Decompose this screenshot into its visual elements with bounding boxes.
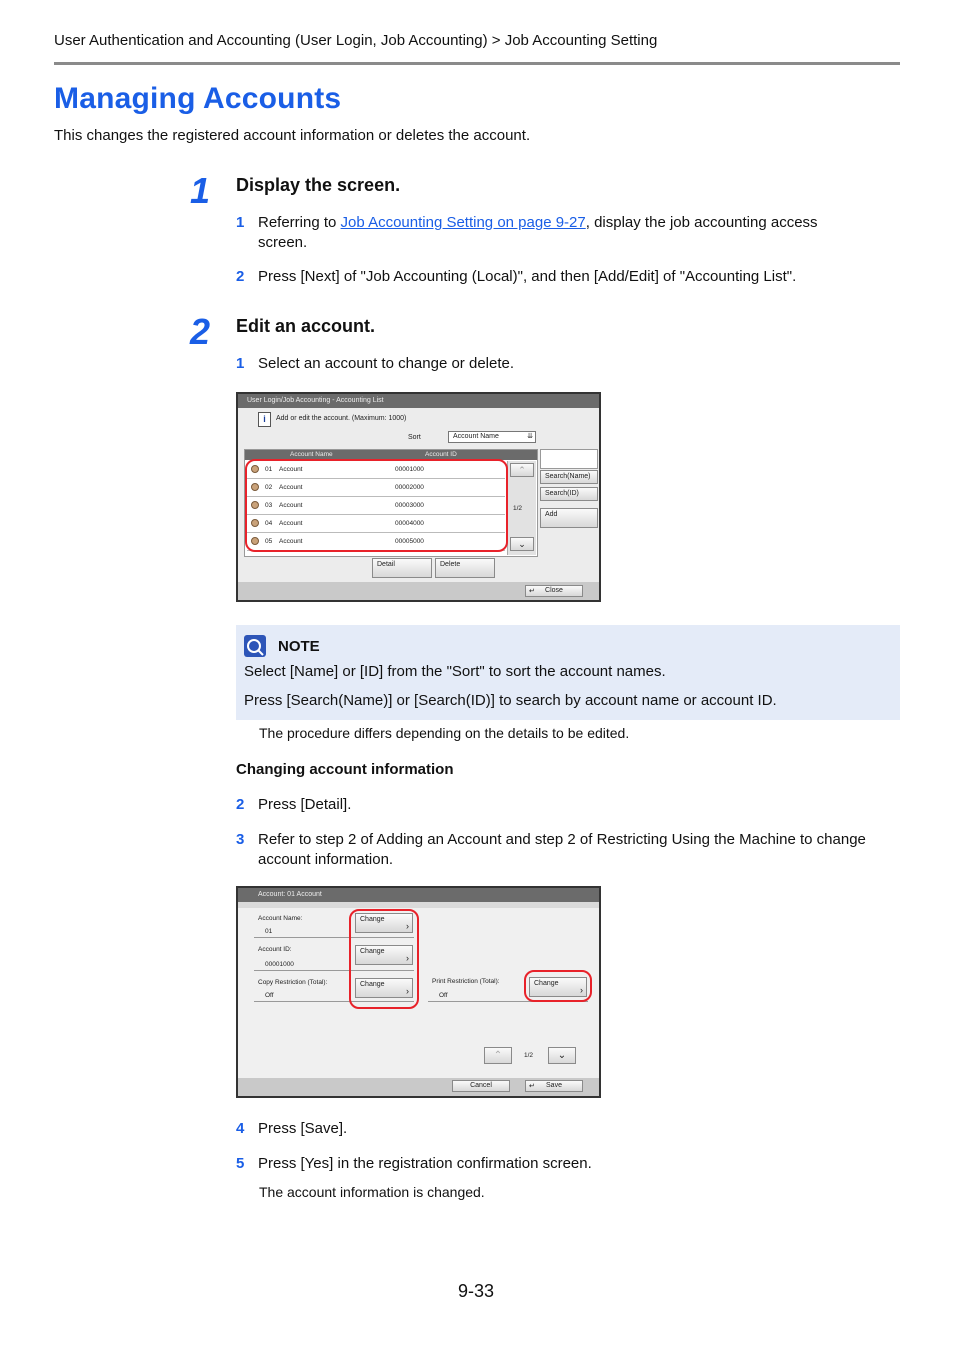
row-id: 00002000 <box>395 484 424 491</box>
substep-text: Press [Next] of "Job Accounting (Local)", and then [Add/Edit] of "Accounting List". <box>258 268 797 285</box>
scroll-down-button[interactable]: ⌄ <box>510 537 534 551</box>
substep-number: 2 <box>236 796 245 813</box>
intro-text: This changes the registered account information or deletes the account. <box>54 127 531 144</box>
search-id-button[interactable]: Search(ID) <box>540 487 598 501</box>
row-name: Account <box>279 484 303 491</box>
accounting-list-screen <box>236 392 601 602</box>
substep-number: 4 <box>236 1120 245 1137</box>
result-text: The account information is changed. <box>259 1184 485 1200</box>
row-name: Account <box>279 466 303 473</box>
note-title: NOTE <box>278 638 320 655</box>
note-box <box>236 625 900 720</box>
return-icon: ↵ <box>529 1083 535 1090</box>
highlight-account-rows <box>245 459 508 552</box>
copy-restriction-value: Off <box>265 992 274 999</box>
account-id-value: 00001000 <box>265 961 294 968</box>
highlight-print-change <box>524 970 592 1002</box>
detail-button[interactable]: Detail <box>372 558 432 578</box>
add-button[interactable]: Add <box>540 508 598 528</box>
row-id: 00005000 <box>395 538 424 545</box>
chevron-down-icon: ⇊ <box>527 433 533 440</box>
chevron-right-icon: › <box>406 953 409 963</box>
search-name-button[interactable]: Search(Name) <box>540 470 598 484</box>
breadcrumb: User Authentication and Accounting (User Login, Job Accounting) > Job Accounting Setting <box>54 32 658 49</box>
row-id: 00004000 <box>395 520 424 527</box>
change-label: Change <box>534 980 559 987</box>
close-button[interactable] <box>525 585 583 597</box>
substep-text: Refer to step 2 of Adding an Account and step 2 of Restricting Using the Machine to change account information. <box>258 831 866 868</box>
screen-header: User Login/Job Accounting - Accounting List <box>238 394 599 408</box>
chevron-right-icon: › <box>406 921 409 931</box>
page-up-button[interactable]: ⌃ <box>484 1047 512 1064</box>
substep-2-3 <box>236 830 876 870</box>
substep-2-2 <box>236 795 876 815</box>
print-restriction-label: Print Restriction (Total): <box>432 978 500 985</box>
job-accounting-link[interactable]: Job Accounting Setting on page 9-27 <box>340 214 586 231</box>
save-label: Save <box>546 1082 562 1089</box>
substep-text: , display the job accounting access screen. <box>258 214 818 251</box>
page-indicator: 1/2 <box>513 505 523 512</box>
account-name-label: Account Name: <box>258 915 303 922</box>
header-rule <box>54 62 900 65</box>
substep-2-4 <box>236 1119 876 1139</box>
row-number: 02 <box>265 484 273 491</box>
page-indicator: 1/2 <box>524 1052 534 1059</box>
row-name: Account <box>279 520 303 527</box>
change-label: Change <box>360 948 385 955</box>
substep-number: 2 <box>236 268 245 285</box>
close-label: Close <box>545 587 563 594</box>
return-icon: ↵ <box>529 588 535 595</box>
row-number: 04 <box>265 520 273 527</box>
row-number: 03 <box>265 502 273 509</box>
step-number-1: 1 <box>190 170 211 211</box>
screen-header: Account: 01 Account <box>238 888 599 902</box>
substep-1-2 <box>236 267 876 287</box>
note-line-1: Select [Name] or [ID] from the "Sort" to sort the account names. <box>244 663 666 680</box>
step-title-1: Display the screen. <box>236 175 401 195</box>
scroll-up-button[interactable]: ⌃ <box>510 463 534 477</box>
row-name: Account <box>279 502 303 509</box>
chevron-right-icon: › <box>580 985 583 995</box>
save-button[interactable] <box>525 1080 583 1092</box>
row-id: 00001000 <box>395 466 424 473</box>
page-title: Managing Accounts <box>54 82 342 115</box>
highlight-change-buttons <box>349 909 419 1009</box>
info-icon: i <box>258 412 271 427</box>
substep-text: Select an account to change or delete. <box>258 355 515 372</box>
page-down-button[interactable]: ⌄ <box>548 1047 576 1064</box>
substep-number: 3 <box>236 831 245 848</box>
print-restriction-value: Off <box>439 992 448 999</box>
account-id-label: Account ID: <box>258 946 292 953</box>
note-line-2: Press [Search(Name)] or [Search(ID)] to search by account name or account ID. <box>244 692 777 709</box>
step-number-2: 2 <box>190 311 211 352</box>
scrollbar[interactable] <box>507 461 536 555</box>
header-strip <box>238 902 599 908</box>
substep-1-1 <box>236 213 876 253</box>
page-number: 9-33 <box>458 1281 495 1301</box>
row-number: 05 <box>265 538 273 545</box>
delete-button[interactable]: Delete <box>435 558 495 578</box>
section-heading: Changing account information <box>236 761 454 778</box>
sort-select[interactable] <box>448 431 536 443</box>
row-number: 01 <box>265 466 273 473</box>
copy-restriction-label: Copy Restriction (Total): <box>258 979 328 986</box>
substep-text: Press [Detail]. <box>258 796 352 813</box>
step-title-2: Edit an account. <box>236 316 376 336</box>
search-input[interactable] <box>540 449 598 469</box>
info-text: Add or edit the account. (Maximum: 1000) <box>276 415 407 422</box>
substep-2-1 <box>236 354 876 374</box>
sort-label: Sort <box>408 434 421 441</box>
column-account-id: Account ID <box>425 451 457 458</box>
substep-text: Referring to <box>258 214 341 231</box>
substep-number: 1 <box>236 355 245 372</box>
change-label: Change <box>360 916 385 923</box>
chevron-right-icon: › <box>406 986 409 996</box>
account-name-value: 01 <box>265 928 273 935</box>
row-name: Account <box>279 538 303 545</box>
sort-value: Account Name <box>453 433 499 440</box>
substep-2-5 <box>236 1154 876 1174</box>
account-detail-screen <box>236 886 601 1098</box>
cancel-button[interactable]: Cancel <box>452 1080 510 1092</box>
procedure-text: The procedure differs depending on the details to be edited. <box>259 725 630 741</box>
substep-number: 5 <box>236 1155 245 1172</box>
note-icon <box>244 635 266 657</box>
column-account-name: Account Name <box>290 451 333 458</box>
substep-number: 1 <box>236 214 245 231</box>
row-id: 00003000 <box>395 502 424 509</box>
change-label: Change <box>360 981 385 988</box>
substep-text: Press [Save]. <box>258 1120 348 1137</box>
substep-text: Press [Yes] in the registration confirmation screen. <box>258 1155 592 1172</box>
